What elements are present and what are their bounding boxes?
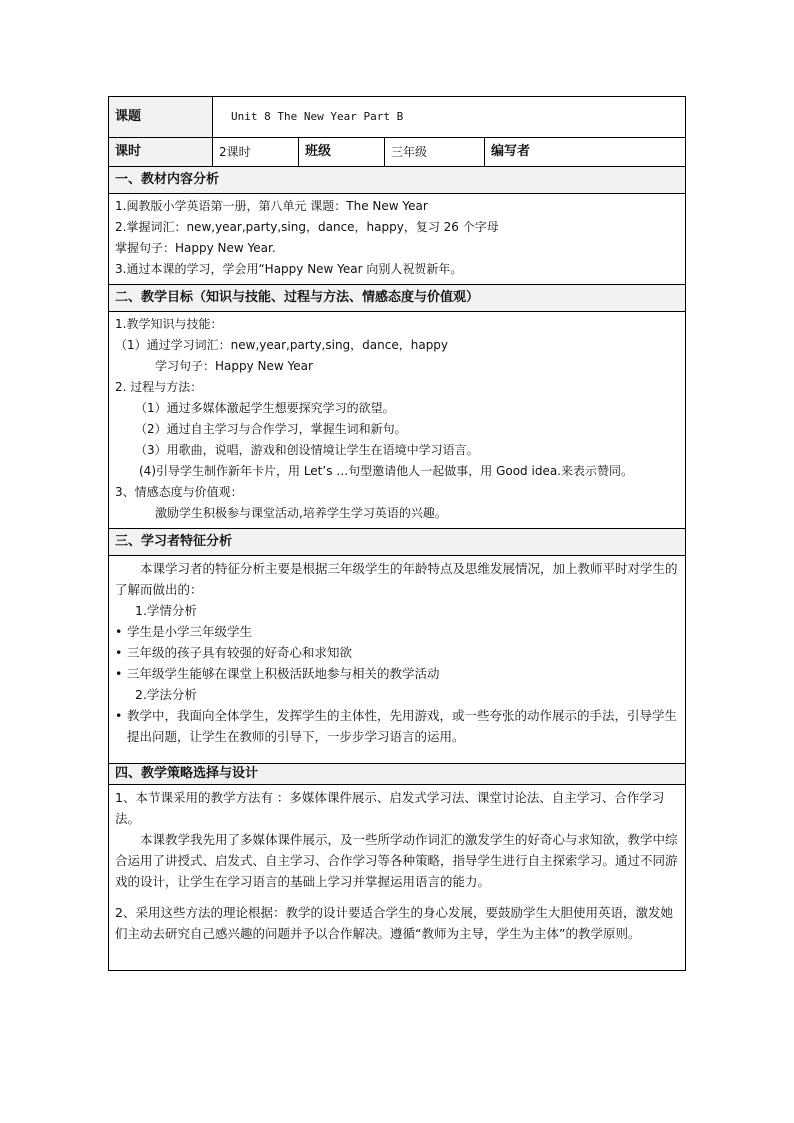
goal-line: 1.教学知识与技能： (115, 317, 223, 331)
period-value: 2课时 (213, 138, 299, 167)
goal-line: 学习句子：Happy New Year (155, 359, 313, 373)
period-label: 课时 (109, 138, 213, 167)
section1-content (109, 194, 686, 285)
goal-line: （1）通过学习词汇：new,year,party,sing，dance，happy (115, 338, 449, 352)
learner-subtitle: 2.学法分析 (135, 687, 197, 702)
goal-line: （1）通过多媒体激起学生想要探究学习的欲望。 (135, 401, 395, 415)
strategy-paragraph: 1、本节课采用的教学方法有 ：多媒体课件展示、启发式学习法、课堂讨论法、自主学习、合作学习法。 (115, 790, 665, 826)
learner-bullet: • 教学中，我面向全体学生，发挥学生的主体性，先用游戏，或一些夸张的动作展示的手法，引导学生提出问题，让学生在教师的引导下，一步步学习语言的运用。 (115, 705, 679, 747)
learner-intro: 本课学习者的特征分析主要是根据三年级学生的年龄特点及思维发展情况，加上教师平时对学生的了解而做出的： (115, 561, 678, 597)
class-label: 班级 (299, 138, 385, 167)
section2-title: 二、教学目标（知识与技能、过程与方法、情感态度与价值观） (109, 285, 686, 312)
goal-line: （3）用歌曲，说唱，游戏和创设情境让学生在语境中学习语言。 (135, 443, 479, 457)
goal-line: （2）通过自主学习与合作学习，掌握生词和新句。 (135, 422, 407, 436)
section1-line: 3.通过本课的学习，学会用“Happy New Year 向别人祝贺新年。 (115, 262, 463, 276)
section4-title: 四、教学策略选择与设计 (109, 764, 686, 785)
learner-subtitle: 1.学情分析 (135, 603, 197, 618)
class-value: 三年级 (385, 138, 485, 167)
section3-title: 三、学习者特征分析 (109, 529, 686, 556)
lesson-plan-table (108, 96, 686, 971)
strategy-paragraph: 本课教学我先用了多媒体课件展示，及一些所学动作词汇的激发学生的好奇心与求知欲，教学中综合运用了讲授式、启发式、自主学习、合作学习等各种策略，指导学生进行自主探索学习。通过不同游戏的设计，让学生在学习语言的基础上学习并掌握运用语言的能力。 (115, 832, 678, 889)
goal-line: 激励学生积极参与课堂活动,培养学生学习英语的兴趣。 (155, 506, 447, 520)
section1-line: 2.掌握词汇：new,year,party,sing，dance，happy，复习 26 个字母 (115, 220, 499, 234)
author-label: 编写者 (485, 138, 686, 167)
goal-line: 3、情感态度与价值观： (115, 485, 243, 499)
learner-bullet: • 三年级学生能够在课堂上积极活跃地参与相关的教学活动 (115, 663, 679, 684)
goal-line: (4)引导学生制作新年卡片，用 Let’s …句型邀请他人一起做事，用 Good idea.来表示赞同。 (139, 464, 633, 478)
section1-title: 一、教材内容分析 (109, 167, 686, 194)
topic-value: Unit 8 The New Year Part B (213, 97, 686, 138)
section1-line: 掌握句子：Happy New Year. (115, 241, 276, 255)
lesson-plan-page (108, 96, 685, 971)
learner-bullet: • 学生是小学三年级学生 (115, 621, 679, 642)
section4-content (109, 785, 686, 971)
section3-content (109, 556, 686, 764)
strategy-paragraph: 2、采用这些方法的理论根据：教学的设计要适合学生的身心发展，要鼓励学生大胆使用英语，激发她们主动去研究自己感兴趣的问题并予以合作解决。遵循“教师为主导，学生为主体”的教学原则。 (115, 905, 673, 941)
section2-content (109, 312, 686, 529)
topic-label: 课题 (109, 97, 213, 138)
goal-line: 2. 过程与方法： (115, 380, 203, 394)
section1-line: 1.闽教版小学英语第一册，第八单元 课题：The New Year (115, 199, 428, 213)
learner-bullet: • 三年级的孩子具有较强的好奇心和求知欲 (115, 642, 679, 663)
